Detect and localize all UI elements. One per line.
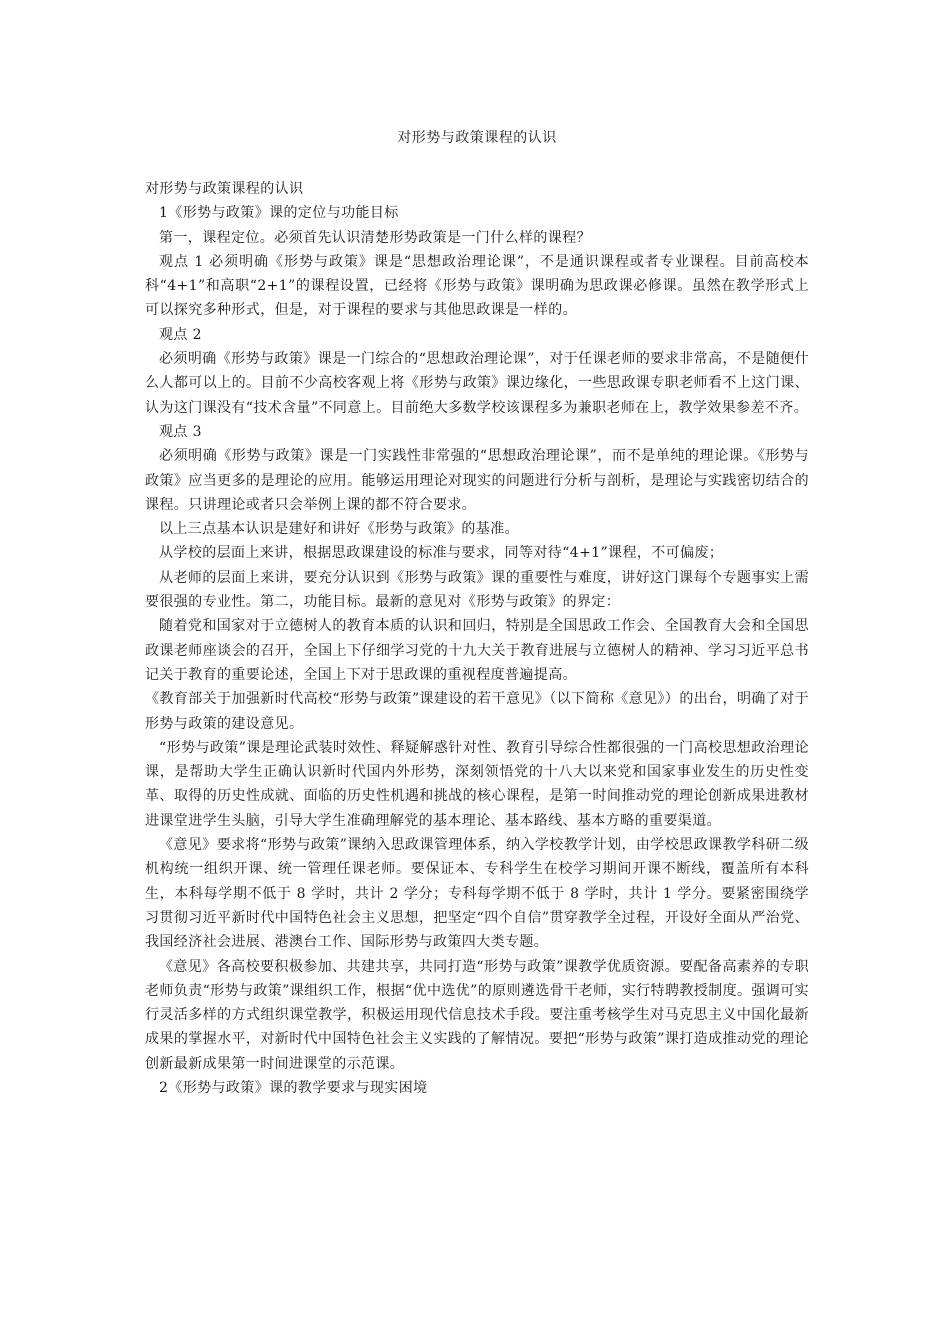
paragraph: 从学校的层面上来讲，根据思政课建设的标准与要求，同等对待“4+1”课程，不可偏废； [159, 545, 724, 562]
paragraph: 《教育部关于加强新时代高校“形势与政策”课建设的若干意见》（以下简称《意见》）的出台，明确了对于形势与政策的建设意见。 [145, 691, 809, 732]
document-title: 对形势与政策课程的认识 [397, 130, 557, 146]
paragraph-label: 观点 2 [159, 326, 202, 343]
paragraph: 以上三点基本认识是建好和讲好《形势与政策》的基准。 [159, 521, 519, 538]
paragraph-heading: 对形势与政策课程的认识 [145, 181, 304, 197]
section-heading-1: 1《形势与政策》课的定位与功能目标 [159, 205, 399, 222]
paragraph: 必须明确《形势与政策》课是一门实践性非常强的“思想政治理论课”，而不是单纯的理论课。《形势与政策》应当更多的是理论的应用。能够运用理论对现实的问题进行分析与剖析，是理论与实践密切结合的课程。只讲理论或者只会举例上课的都不符合要求。 [145, 448, 809, 513]
paragraph: “形势与政策”课是理论武装时效性、释疑解惑针对性、教育引导综合性都很强的一门高校思想政治理论课，是帮助大学生正确认识新时代国内外形势，深刻领悟党的十八大以来党和国家事业发生的历史性变革、取得的历史性成就、面临的历史性机遇和挑战的核心课程，是第一时间推动党的理论创新成果进教材进课堂进学生头脑，引导大学生准确理解党的基本理论、基本路线、基本方略的重要渠道。 [145, 739, 809, 829]
paragraph: 《意见》各高校要积极参加、共建共享，共同打造“形势与政策”课教学优质资源。要配备高素养的专职老师负责“形势与政策”课组织工作，根据“优中选优”的原则遴选骨干老师，实行特聘教授制度。强调可实行灵活多样的方式组织课堂教学，积极运用现代信息技术手段。要注重考核学生对马克思主义中国化最新成果的掌握水平，对新时代中国特色社会主义实践的了解情况。要把“形势与政策”课打造成推动党的理论创新最新成果第一时间进课堂的示范课。 [145, 958, 809, 1072]
document-body [145, 177, 809, 1100]
paragraph: 必须明确《形势与政策》课是一门综合的“思想政治理论课”，对于任课老师的要求非常高，不是随便什么人都可以上的。目前不少高校客观上将《形势与政策》课边缘化，一些思政课专职老师看不上这门课、认为这门课没有“技术含量”不同意上。目前绝大多数学校该课程多为兼职老师在上，教学效果参差不齐。 [145, 351, 809, 416]
paragraph: 随着党和国家对于立德树人的教育本质的认识和回归，特别是全国思政工作会、全国教育大会和全国思政课老师座谈会的召开，全国上下仔细学习党的十九大关于教育进展与立德树人的精神、学习习近平总书记关于教育的重要论述，全国上下对于思政课的重视程度普遍提高。 [145, 618, 809, 683]
section-heading-2: 2《形势与政策》课的教学要求与现实困境 [159, 1079, 428, 1096]
paragraph: 观点 1 必须明确《形势与政策》课是“思想政治理论课”，不是通识课程或者专业课程。目前高校本科“4+1”和高职“2+1”的课程设置，已经将《形势与政策》课明确为思政课必修课。虽然在教学形式上可以探究多种形式，但是，对于课程的要求与其他思政课是一样的。 [145, 253, 809, 319]
paragraph: 从老师的层面上来讲，要充分认识到《形势与政策》课的重要性与难度，讲好这门课每个专题事实上需要很强的专业性。第二，功能目标。最新的意见对《形势与政策》的界定： [145, 569, 809, 611]
paragraph: 第一，课程定位。必须首先认识清楚形势政策是一门什么样的课程？ [159, 229, 591, 246]
paragraph-label: 观点 3 [159, 423, 202, 440]
paragraph: 《意见》要求将“形势与政策”课纳入思政课管理体系，纳入学校教学计划，由学校思政课教学科研二级机构统一组织开课、统一管理任课老师。要保证本、专科学生在校学习期间开课不断线，覆盖所有本科生，本科每学期不低于 8 学时，共计 2 学分；专科每学期不低于 8 学时，共计 1 学分。要紧密围绕学习贯彻习近平新时代中国特色社会主义思想，把坚定“四个自信”贯穿教学全过程，开设好全面从严治党、我国经济社会进展、港澳台工作、国际形势与政策四大类专题。 [145, 837, 809, 951]
